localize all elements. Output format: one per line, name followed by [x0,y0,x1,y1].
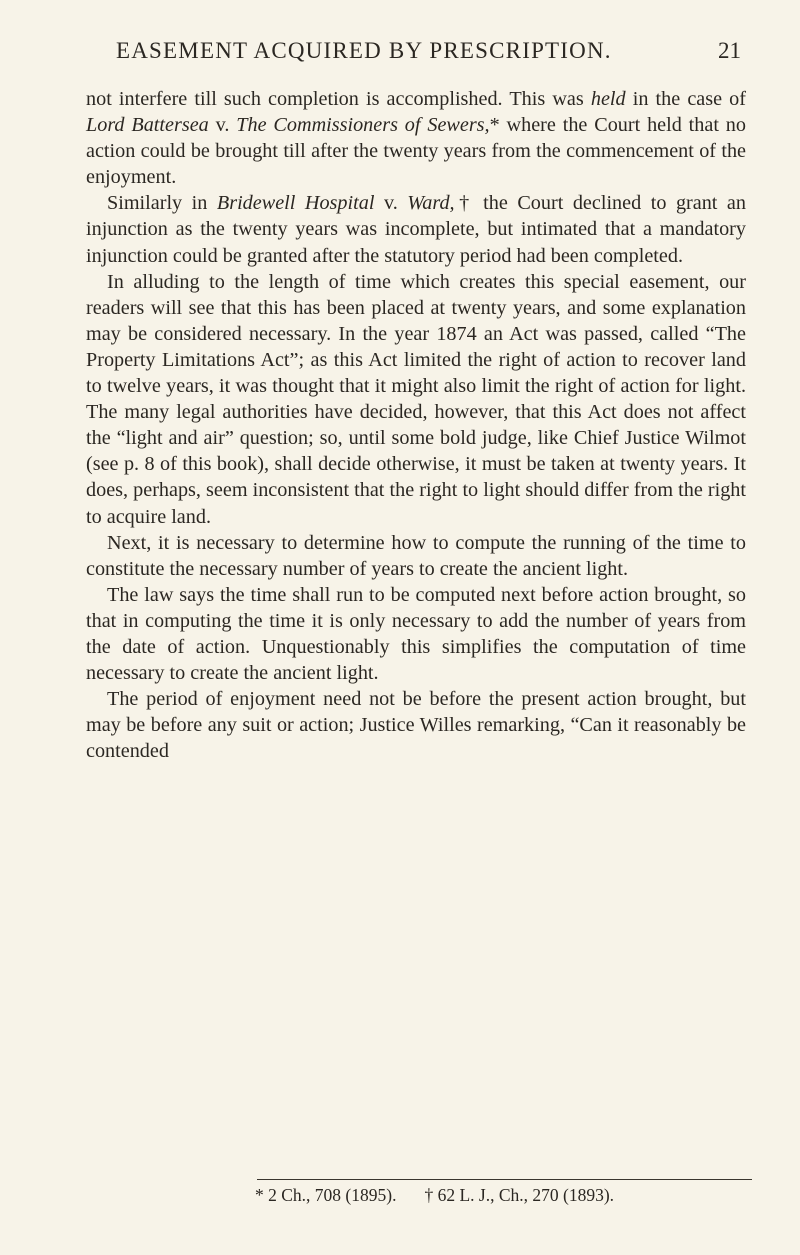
text-run: Next, it is necessary to determine how to compute the running of the time to constitute the necessary number of years to create the ancient light. [86,531,746,580]
page-header [86,38,741,68]
text-run: in the case of [625,88,746,110]
text-run: not interfere till such completion is accomplished. This was [86,88,591,110]
page-number: 21 [718,38,741,63]
text-run: * where the Court held that no action could be brought till after the twenty years from the commencement of the enjoyment. [86,114,746,189]
paragraph-computing-time [86,530,746,582]
italic-text: Ward, [407,192,455,215]
text-run: † the Court declined to grant an injunction as the twenty years was incomplete, but intimated that a mandatory injunction could be granted after the statutory period had been completed. [86,192,746,267]
text-run: v. [374,192,408,215]
italic-text: Lord Battersea [86,114,209,137]
italic-text: The Commissioners of Sewers, [236,114,490,137]
paragraph-continuation [86,86,746,190]
italic-text: held [590,88,626,110]
footnote-1: * 2 Ch., 708 (1895). [255,1185,397,1205]
text-run: Similarly in [107,192,217,215]
footnotes [255,1185,755,1206]
paragraph-law-says [86,582,746,686]
paragraph-bridewell [86,190,746,268]
italic-text: Bridewell Hospital [216,192,375,215]
running-head: EASEMENT ACQUIRED BY PRESCRIPTION. [116,38,612,63]
text-run: In alluding to the length of time which creates this special easement, our readers will see that this has been placed at twenty years, and some explanation may be considered necessary. In the year 1874 an Act was passed, called “The Property Limitations Act”; as this Act limited the right of action to recover land to twelve years, it was thought that it might also limit the right of action for light. The many legal authorities have decided, however, that this Act does not affect the “light and air” question; so, until some bold judge, like Chief Justice Wilmot (see p. 8 of this book), shall decide otherwise, it must be taken at twenty years. It does, perhaps, seem inconsistent that the right to light should differ from the right to acquire land. [86,270,746,528]
footnote-2: † 62 L. J., Ch., 270 (1893). [424,1185,615,1205]
body-text [86,86,746,764]
footnote-rule [257,1179,752,1180]
text-run: The law says the time shall run to be computed next before action brought, so that in computing the time it is only necessary to add the number of years from the date of action. Unquestionably this simplifies the computation of time necessary to create the ancient light. [86,583,746,685]
paragraph-period-of-enjoyment [86,686,746,764]
paragraph-twenty-years [86,269,746,530]
text-run: The period of enjoyment need not be before the present action brought, but may be before any suit or action; Justice Willes remarking, “Can it reasonably be contended [86,688,746,763]
text-run: v. [208,114,237,137]
